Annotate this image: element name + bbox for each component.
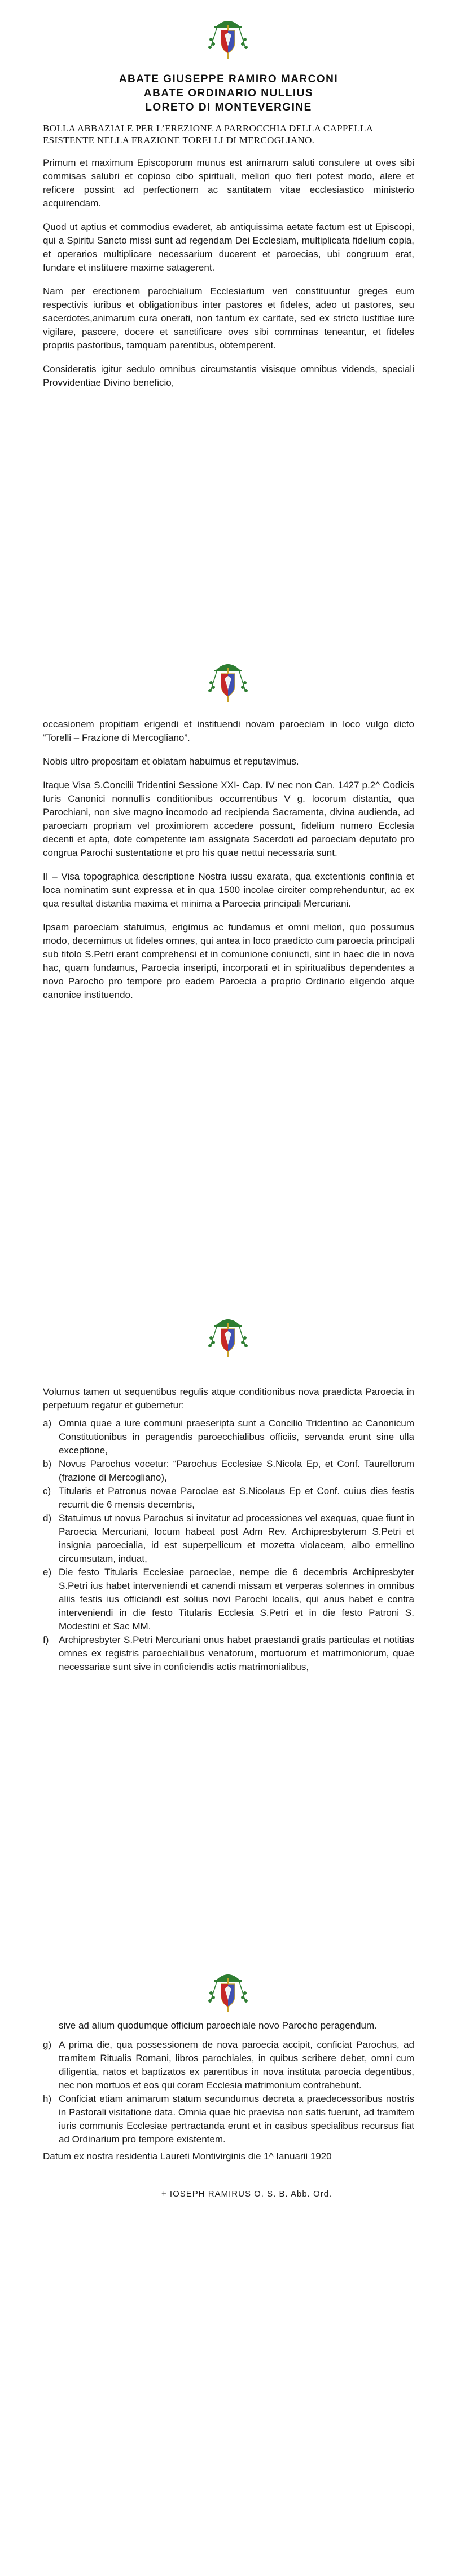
- page-2: [0, 640, 456, 1283]
- list-letter: a): [43, 1418, 52, 1429]
- list-item-text: A prima die, qua possessionem de nova paroecia accipit, conficiat Parochus, ad tramitem Ritualis Romani, libros parochiales, in quibus scribere debet, omni cum diligentia, natos et baptizatos ex parentibus in nova instituta paroecia degentibus, nec non mortuos et eos qui coram Ecclesia matrimonium contrahebunt.: [59, 2039, 414, 2091]
- list-item: [43, 2092, 414, 2146]
- page-4: [0, 1925, 456, 2576]
- abbatial-coat-of-arms-icon: [208, 12, 248, 60]
- list-letter: f): [43, 1634, 49, 1645]
- paragraph: Consideratis igitur sedulo omnibus circumstantis visisque omnibus vidends, speciali Provvidentiae Divino beneficio,: [43, 364, 414, 388]
- list-item: [43, 1417, 414, 1457]
- abbey-location: LORETO DI MONTEVERGINE: [145, 101, 312, 113]
- list-letter: e): [43, 1567, 52, 1578]
- list-item: [43, 1512, 414, 1566]
- coat-of-arms: [208, 656, 248, 703]
- list-letter: g): [43, 2039, 52, 2050]
- abbatial-coat-of-arms-icon: [208, 1966, 248, 2013]
- list-item-text: Archipresbyter S.Petri Mercuriani onus habet praestandi gratis particulas et notitias omnes ex registris paroechialibus venatorum, mortuorum et matrimoniorum, quae necessariae sunt sive in conficiendis actis matrimonialibus,: [59, 1634, 414, 1672]
- list-letter: c): [43, 1486, 51, 1496]
- list-item-text: Titularis et Patronus novae Paroclae est S.Nicolaus Ep et Conf. cuius dies festis recurrit die 6 mensis decembris,: [59, 1486, 414, 1510]
- list-item: [43, 1566, 414, 1633]
- paragraph: II – Visa topographica descriptione Nostra iussu exarata, qua exctentionis confinia et loca nominatim sunt expressa et in qua 1500 incolae circiter comprehenduntur, ac ex qua resultat distantia maxima et minima a Paroecia principali Mercuriani.: [43, 871, 414, 909]
- paragraph: occasionem propitiam erigendi et instituendi novam paroeciam in loco vulgo dicto “Torelli – Frazione di Mercogliano”.: [43, 719, 414, 743]
- abbatial-coat-of-arms-icon: [208, 1311, 248, 1358]
- list-item-text: Conficiat etiam animarum statum secundumus decreta a praedecessoribus nostris in Pastorali visitatione data. Omnia quae hic praevisa non satis fuerunt, ad tramitem iuris communis Ecclesiae pertractanda erunt et in casibus specialibus recursus fiat ad Ordinarium pro tempore existentem.: [59, 2093, 414, 2145]
- abbatial-coat-of-arms-icon: [208, 656, 248, 703]
- dated-clause: Datum ex nostra residentia Laureti Montivirginis die 1^ Ianuarii 1920: [43, 2151, 332, 2162]
- abbot-name: ABATE GIUSEPPE RAMIRO MARCONI: [119, 73, 339, 85]
- list-item-text: Novus Parochus vocetur: “Parochus Ecclesiae S.Nicola Ep, et Conf. Taurellorum (frazione di Mercogliano),: [59, 1459, 414, 1483]
- list-letter: d): [43, 1513, 52, 1523]
- list-item: [43, 1457, 414, 1484]
- list-item-text: Omnia quae a iure communi praeseripta sunt a Concilio Tridentino ac Canonicum Constitutionibus in peragendis paroecchialibus officiis, servanda erunt sine ulla exceptione,: [59, 1418, 414, 1456]
- paragraph: Volumus tamen ut sequentibus regulis atque conditionibus nova praedicta Paroecia in perpetuum regatur et gubernetur:: [43, 1386, 414, 1411]
- paragraph: Itaque Visa S.Concilii Tridentini Sessione XXI- Cap. IV nec non Can. 1427 p.2^ Codicis Iuris Canonici nonnullis conditionibus occurrentibus V g. locorum distantia, qua Parochiani, non sive magno incomodo ad recipienda Sacramenta, divina audienda, ad paroeciam propriam vel proximiorem accedere possunt, fidelium numero Ecclesia decenti et apta, dote competente iam assignata Sacerdoti ad paroeciam deputato pro congrua Parochi sustentatione et pro his quae nettui necessaria sunt.: [43, 780, 414, 858]
- list-item-text: Die festo Titularis Ecclesiae paroeclae, nempe die 6 decembris Archipresbyter S.Petri ius habet interveniendi et canendi missam et verperas solennes in omnibus aliis festis ius officiandi est solius novi Parochi localis, qui anus habet e contra interveniendi in die festo Titularis Ecclesia S.Petri et in die festo Patroni S. Modestini et Sac MM.: [59, 1567, 414, 1632]
- document-title: BOLLA ABBAZIALE PER L’EREZIONE A PARROCCHIA DELLA CAPPELLA ESISTENTE NELLA FRAZIONE TORELLI DI MERCOGLIANO.: [43, 123, 373, 145]
- abbot-title: ABATE ORDINARIO NULLIUS: [143, 87, 314, 99]
- coat-of-arms: [208, 1311, 248, 1358]
- list-letter: b): [43, 1459, 52, 1469]
- coat-of-arms: [208, 12, 248, 60]
- list-item: [43, 1633, 414, 1674]
- coat-of-arms: [208, 1966, 248, 2013]
- list-item-text: Statuimus ut novus Parochus si invitatur ad processiones vel exequas, quae fiunt in Paroecia Mercuriani, locum habeat post Adm Rev. Archipresbyterum S.Petri et insignia paroecialia, id est superpellicum et mozetta violaceam, albo ermellino circumsutam, induat,: [59, 1513, 414, 1564]
- paragraph: Quod ut aptius et commodius evaderet, ab antiquissima aetate factum est ut Episcopi, qui a Spiritu Sancto missi sunt ad regendam Dei Ecclesiam, multiplicata fidelium copia, et operarios multiplicare necessarium ducerent et paroecias, ubi congruum erat, fundare et instituere maxime satagerent.: [43, 222, 414, 273]
- conditions-list: [43, 2038, 414, 2146]
- paragraph: Nam per erectionem parochialium Ecclesiarium veri constituuntur greges eum respectivis iuribus et obligationibus inter pastores et fideles, adeo ut pastores, seu sacerdotes,animarum cura onerati, non tantum ex caritate, sed ex stricto iustitiae iure vigilare, pascere, docere et sanctificare oves sibi comminas teneantur, et fideles propriis pastoribus, tamquam parentibus, obtemperent.: [43, 286, 414, 351]
- paragraph: Primum et maximum Episcoporum munus est animarum saluti consulere ut oves sibi commisas salubri et copioso cibo spirituali, meliori quo fieri potest modo, alere et reficere possint ad perfectionem ac santitatem vitae ecclesiastico ministerio acquirendam.: [43, 157, 414, 209]
- list-item-continuation: sive ad alium quodumque officium paroechiale novo Parocho peragendum.: [59, 2020, 377, 2031]
- signature: + IOSEPH RAMIRUS O. S. B. Abb. Ord.: [161, 2189, 332, 2199]
- page-3: [0, 1283, 456, 1925]
- list-letter: h): [43, 2093, 52, 2104]
- paragraph: Ipsam paroeciam statuimus, erigimus ac fundamus et omni meliori, quo possumus modo, decernimus ut fideles omnes, qui antea in loco praedicto cum paroecia principali sub titolo S.Petri erant comprehensi et in comunione coniuncti, sint in haec die in nova hac, quam fundamus, Paroecia inseripti, incorporati et in spiritualibus dependentes a novo Parocho pro tempore pro eadem Paroecia a proprio Ordinario eligendo atque canonice instituendo.: [43, 922, 414, 1000]
- page-1: [0, 0, 456, 640]
- list-item: [43, 1484, 414, 1512]
- paragraph: Nobis ultro propositam et oblatam habuimus et reputavimus.: [43, 756, 299, 767]
- list-item: [43, 2038, 414, 2092]
- conditions-list: [43, 1417, 414, 1674]
